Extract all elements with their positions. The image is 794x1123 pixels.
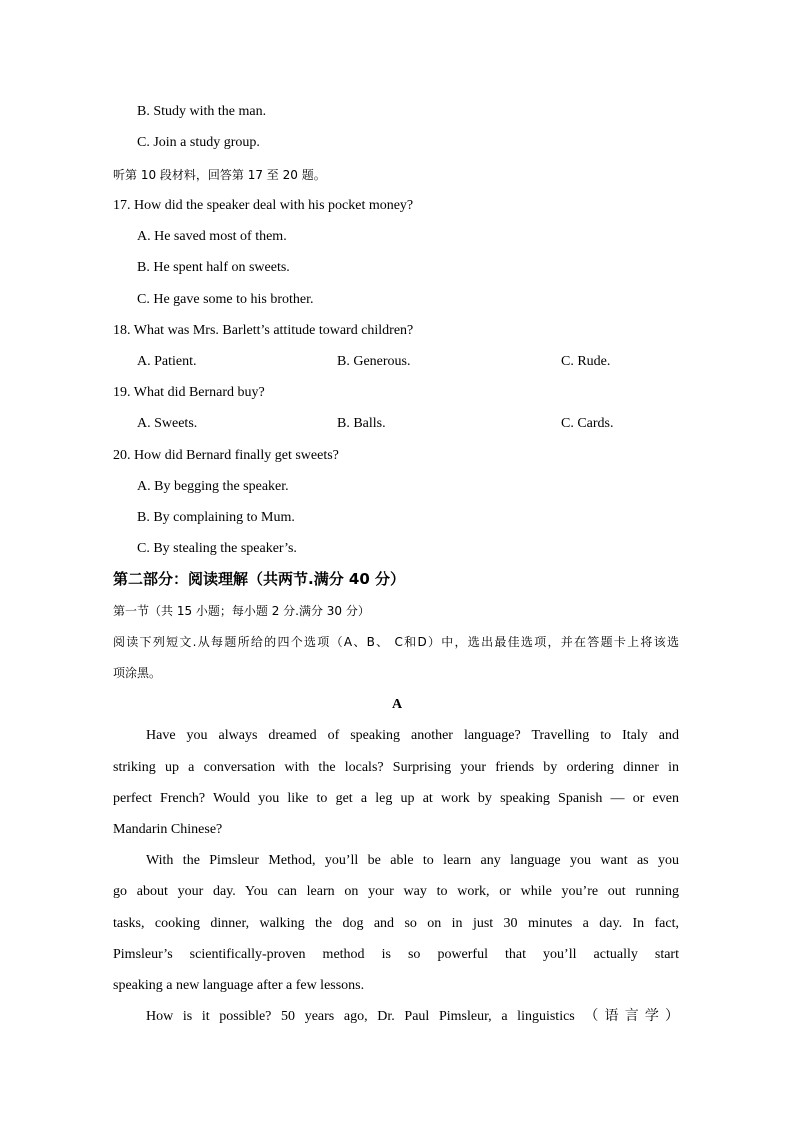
q16-option-b: B. Study with the man. xyxy=(137,104,267,119)
passage-p1-line-2: striking up a conversation with the locals? Surprising your friends by ordering dinner in xyxy=(113,760,679,775)
section-10-instruction: 听第 10 段材料，回答第 17 至 20 题。 xyxy=(113,168,326,182)
q19-question: 19. What did Bernard buy? xyxy=(113,385,265,400)
q19-option-a: A. Sweets. xyxy=(137,416,198,431)
q19-option-c: C. Cards. xyxy=(561,416,614,431)
q19-option-b: B. Balls. xyxy=(337,416,386,431)
passage-p2-line-5: speaking a new language after a few lessons. xyxy=(113,978,365,993)
q18-question: 18. What was Mrs. Barlett’s attitude toward children? xyxy=(113,323,414,338)
q17-option-a: A. He saved most of them. xyxy=(137,229,287,244)
section1-heading: 第一节（共 15 小题；每小题 2 分.满分 30 分） xyxy=(113,604,370,618)
part2-heading: 第二部分：阅读理解（共两节.满分 40 分） xyxy=(113,570,406,588)
passage-p2-line-3: tasks, cooking dinner, walking the dog and so on in just 30 minutes a day. In fact, xyxy=(113,916,679,931)
passage-p1-line-4: Mandarin Chinese? xyxy=(113,822,223,837)
passage-a-title: A xyxy=(391,697,403,712)
q20-question: 20. How did Bernard finally get sweets? xyxy=(113,448,339,463)
q17-option-b: B. He spent half on sweets. xyxy=(137,260,290,275)
q18-option-b: B. Generous. xyxy=(337,354,411,369)
q16-option-c: C. Join a study group. xyxy=(137,135,260,150)
reading-instruction-line-2: 项涂黑。 xyxy=(113,666,162,680)
q18-option-c: C. Rude. xyxy=(561,354,611,369)
q17-question: 17. How did the speaker deal with his pocket money? xyxy=(113,198,414,213)
passage-p1-line-1: Have you always dreamed of speaking another language? Travelling to Italy and xyxy=(146,728,679,743)
passage-p2-line-2: go about your day. You can learn on your way to work, or while you’re out running xyxy=(113,884,679,899)
q18-option-a: A. Patient. xyxy=(137,354,197,369)
q20-option-a: A. By begging the speaker. xyxy=(137,479,289,494)
reading-instruction-line-1: 阅读下列短文.从每题所给的四个选项（A、B、 C和D）中，选出最佳选项，并在答题卡上将该选 xyxy=(113,635,679,649)
passage-p3-line-1: How is it possible? 50 years ago, Dr. Paul Pimsleur, a linguistics （语言学） xyxy=(146,1009,679,1024)
passage-p2-line-4: Pimsleur’s scientifically-proven method is so powerful that you’ll actually start xyxy=(113,947,679,962)
passage-p1-line-3: perfect French? Would you like to get a leg up at work by speaking Spanish — or even xyxy=(113,791,679,806)
q17-option-c: C. He gave some to his brother. xyxy=(137,292,314,307)
passage-p2-line-1: With the Pimsleur Method, you’ll be able to learn any language you want as you xyxy=(146,853,679,868)
q20-option-c: C. By stealing the speaker’s. xyxy=(137,541,297,556)
q20-option-b: B. By complaining to Mum. xyxy=(137,510,295,525)
